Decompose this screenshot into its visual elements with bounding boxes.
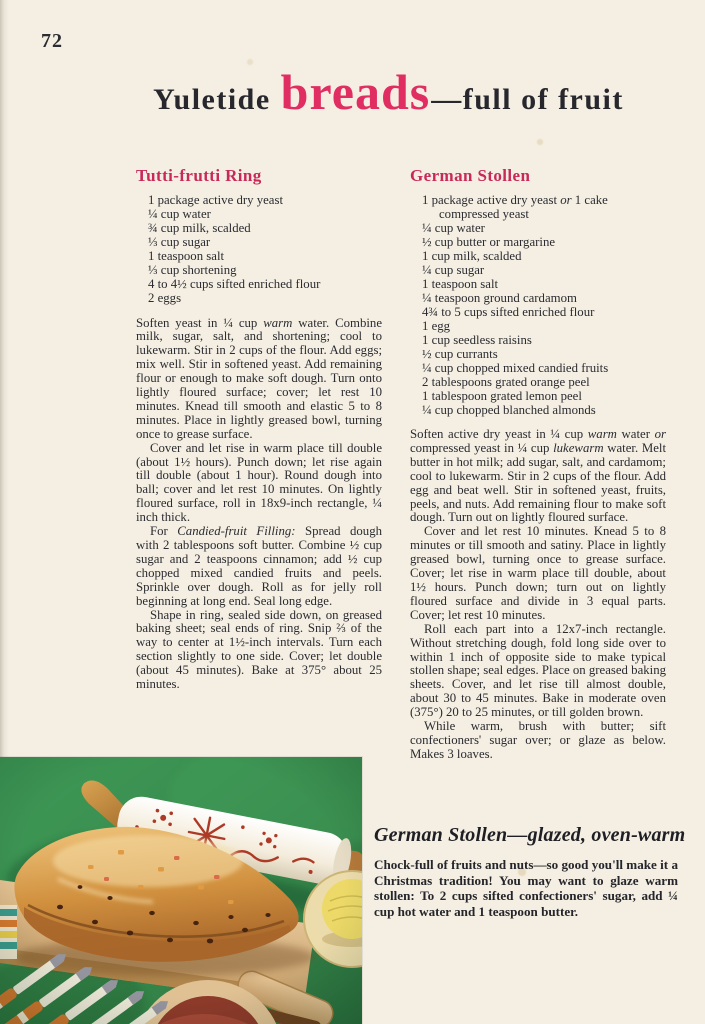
ingredient-line: 1 package active dry yeast <box>148 193 284 207</box>
ingredient-line: 2 tablespoons grated orange peel <box>422 374 590 389</box>
recipe-german-stollen <box>410 166 666 762</box>
ingredient-line: ¼ cup chopped blanched almonds <box>422 402 596 417</box>
ingredient-line: 4¾ to 5 cups sifted enriched flour <box>422 304 595 319</box>
ingredient-line: ⅓ cup sugar <box>148 235 211 249</box>
recipe-paragraph: Shape in ring, sealed side down, on greased baking sheet; seal ends of ring. Snip ⅔ of the way to center at 1½-inch intervals. Turn each section slightly to one side. Cover; let double (about 45 minutes). Bake at 375° about 25 minutes. <box>136 607 382 692</box>
ingredient-line: 1 teaspoon salt <box>422 276 499 291</box>
recipe-instructions <box>410 428 666 762</box>
recipe-tutti-frutti-ring <box>136 166 382 762</box>
ingredient-list <box>136 194 382 306</box>
recipe-instructions <box>136 317 382 692</box>
caption-title: German Stollen—glazed, oven-warm <box>374 824 686 846</box>
recipe-paragraph: For Candied-fruit Filling: Spread dough with 2 tablespoons soft butter. Combine ½ cup sugar and 2 teaspoons cinnamon; add ½ cup chopped mixed candied fruits and peels. Sprinkle over dough. Roll as for jelly roll beginning at long end. Seal long edge. <box>136 524 382 608</box>
ingredient-line: ½ cup currants <box>422 346 498 361</box>
title-prefix: Yuletide <box>153 83 271 116</box>
ingredient-line: ¼ cup water <box>148 207 211 221</box>
page-title <box>0 64 705 128</box>
title-suffix: —full of fruit <box>431 83 624 116</box>
ingredient-line: 1 cup seedless raisins <box>422 332 532 347</box>
ingredient-line: ¾ cup milk, scalded <box>148 221 251 235</box>
ingredient-line: 1 teaspoon salt <box>148 249 225 263</box>
recipe-paragraph: Roll each part into a 12x7-inch rectangle. Without stretching dough, fold long side over to within 1 inch of opposite side to make typical stollen shape; seal edges. Place on greased baking sheets. Cover, and let rise till almost double, about 30 to 45 minutes. Bake in moderate oven (375°) 20 to 25 minutes, or till golden brown. <box>410 621 666 720</box>
ingredient-line: 1 egg <box>422 318 451 333</box>
recipe-paragraph: Cover and let rest 10 minutes. Knead 5 to 8 minutes or till smooth and satiny. Place in lightly greased bowl, turning once to grease surface. Cover; let rise in warm place till double, about 1½ hours. Punch down; turn out on lightly floured surface and divide in 3 equal parts. Cover; let rest 10 minutes. <box>410 524 666 622</box>
ingredient-line: 1 tablespoon grated lemon peel <box>422 388 582 403</box>
ingredient-line: ½ cup butter or margarine <box>422 234 556 249</box>
ingredient-line: 1 package active dry yeast or 1 cake compressed yeast <box>422 193 608 221</box>
ingredient-line: ¼ teaspoon ground cardamom <box>422 290 577 305</box>
recipe-paragraph: While warm, brush with butter; sift confectioners' sugar over; or glaze as below. Makes 3 loaves. <box>410 719 666 761</box>
caption-body: Chock-full of fruits and nuts—so good you'll make it a Christmas tradition! You may want to glaze warm stollen: To 2 cups sifted confectioners' sugar, add ¼ cup hot water and 1 teaspoon butter. <box>374 857 678 919</box>
recipe-title: German Stollen <box>410 166 531 185</box>
stollen-photo <box>0 757 362 1024</box>
ingredient-list <box>410 194 666 417</box>
recipe-paragraph: Cover and let rise in warm place till double (about 1½ hours). Punch down; let rise again till double (about 1 hour). Round dough into ball; cover and let rest 10 minutes. On lightly floured surface, roll in 18x9-inch rectangle, ¼ inch thick. <box>136 440 382 525</box>
ingredient-line: 2 eggs <box>148 291 182 305</box>
ingredient-line: 1 cup milk, scalded <box>422 248 522 263</box>
recipe-paragraph: Soften yeast in ¼ cup warm water. Combine milk, sugar, salt, and shortening; cool to lukewarm. Stir in 2 cups of the flour. Add eggs; mix well. Stir in softened yeast. Add remaining flour or enough to make soft dough. Turn onto lightly floured surface; cover; let rest 10 minutes. Knead till smooth and elastic 5 to 8 minutes. Place in lightly greased bowl, turning once to grease surface. <box>136 315 382 441</box>
photo-caption <box>374 824 686 919</box>
recipe-title: Tutti-frutti Ring <box>136 166 262 185</box>
recipe-paragraph: Soften active dry yeast in ¼ cup warm water or compressed yeast in ¼ cup lukewarm water. Melt butter in hot milk; add sugar, salt, and cardamom; cool to lukewarm. Stir in 2 cups of the flour. Add egg and beat well. Stir in softened yeast, fruits, peels, and nuts. Add remaining flour to make soft dough. Turn out on lightly floured surface. <box>410 427 666 525</box>
ingredient-line: 4 to 4½ cups sifted enriched flour <box>148 277 321 291</box>
ingredient-line: ¼ cup water <box>422 220 485 235</box>
ingredient-line: ¼ cup chopped mixed candied fruits <box>422 360 609 375</box>
title-highlight: breads <box>280 64 431 120</box>
ingredient-line: ⅓ cup shortening <box>148 263 237 277</box>
recipe-columns <box>136 166 666 762</box>
page-number: 72 <box>41 30 63 52</box>
ingredient-line: ¼ cup sugar <box>422 262 485 277</box>
